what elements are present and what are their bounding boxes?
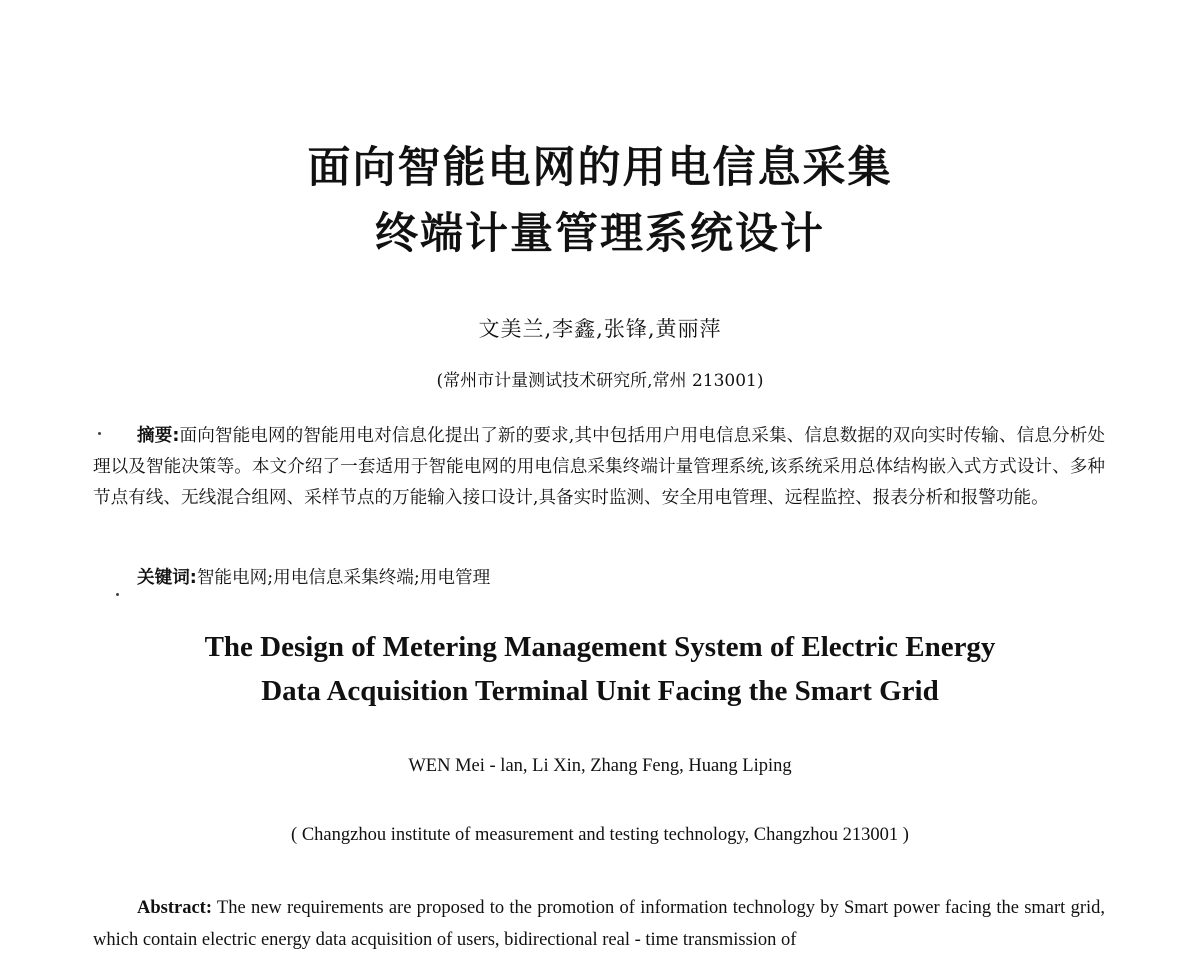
authors-en: WEN Mei - lan, Li Xin, Zhang Feng, Huang Liping — [408, 756, 792, 776]
scan-speck-2 — [116, 593, 119, 596]
keywords-cn-label: 关键词: — [137, 568, 197, 588]
abstract-en-text: The new requirements are proposed to the promotion of information technology by Smart power facing the smart grid, which contain electric energy data acquisition of users, bidirectional real - time transmission of — [93, 898, 1105, 950]
title-en-line1: The Design of Metering Management System of Electric Energy — [204, 631, 996, 663]
abstract-cn-text: 面向智能电网的智能用电对信息化提出了新的要求,其中包括用户用电信息采集、信息数据的双向实时传输、信息分析处理以及智能决策等。本文介绍了一套适用于智能电网的用电信息采集终端计量管理系统,该系统采用总体结构嵌入式方式设计、多种节点有线、无线混合组网、采样节点的万能输入接口设计,具备实时监测、安全用电管理、远程监控、报表分析和报警功能。 — [93, 426, 1105, 508]
abstract-en-label: Abstract: — [137, 898, 213, 918]
abstract-en — [93, 892, 1105, 956]
abstract-cn — [93, 421, 1105, 514]
keywords-cn — [137, 563, 1097, 594]
title-cn-line1: 面向智能电网的用电信息采集 — [307, 143, 893, 193]
keywords-cn-text: 智能电网;用电信息采集终端;用电管理 — [196, 568, 491, 588]
affiliation-en: ( Changzhou institute of measurement and testing technology, Changzhou 213001 ) — [291, 825, 909, 845]
title-cn-line2: 终端计量管理系统设计 — [375, 209, 825, 259]
scan-speck-1 — [98, 432, 101, 435]
title-en-line2: Data Acquisition Terminal Unit Facing the Smart Grid — [261, 675, 939, 707]
authors-cn: 文美兰,李鑫,张锋,黄丽萍 — [478, 317, 722, 341]
abstract-cn-label: 摘要: — [137, 426, 180, 446]
affiliation-cn: (常州市计量测试技术研究所,常州 213001) — [436, 371, 764, 391]
